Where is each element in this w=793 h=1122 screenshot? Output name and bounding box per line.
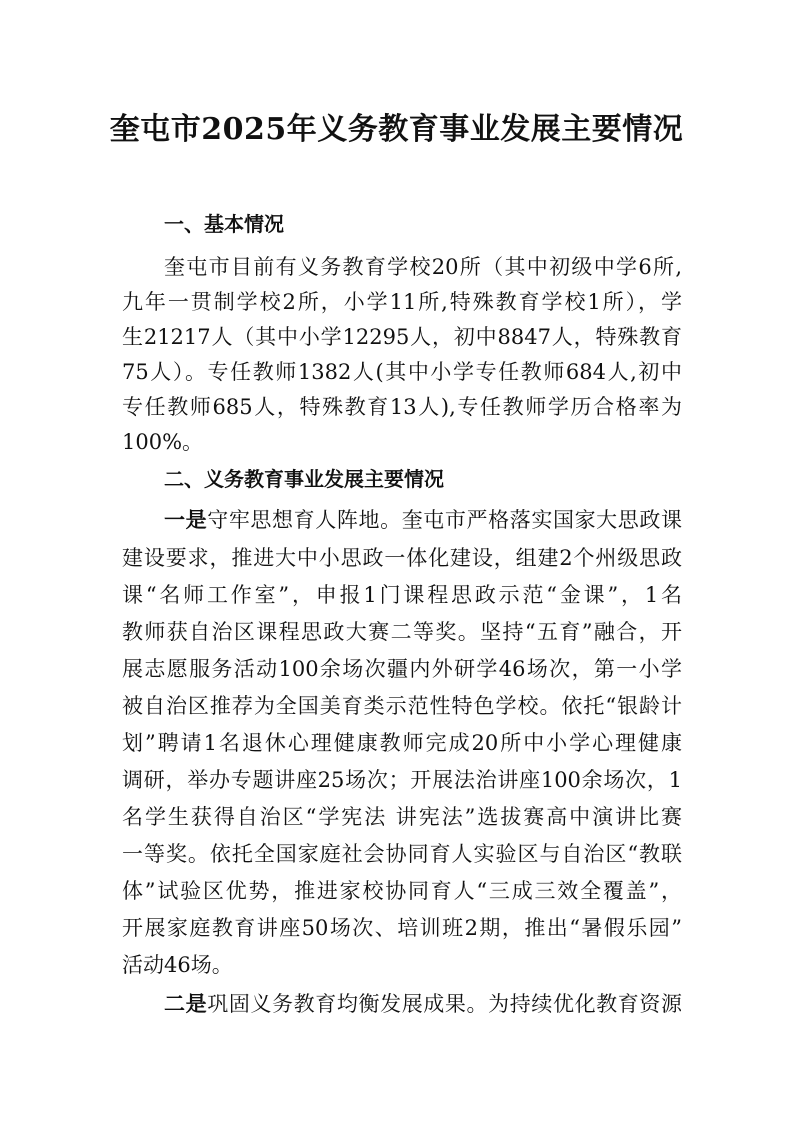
para1-lead: 一是 xyxy=(164,508,208,532)
section1-line: 75人）。专任教师1382人(其中小学专任教师684人,初中 xyxy=(122,360,682,384)
section2-para1-line: 课“名师工作室”，申报1门课程思政示范“金课”，1名 xyxy=(122,583,682,607)
section2-para1-first-line xyxy=(164,506,682,534)
section1-line: 专任教师685人，特殊教育13人),专任教师学历合格率为 xyxy=(122,395,682,419)
section2-para1-line: 活动46场。 xyxy=(122,953,233,977)
section2-heading: 二、义务教育事业发展主要情况 xyxy=(164,467,444,491)
section1-line: 生21217人（其中小学12295人，初中8847人，特殊教育 xyxy=(122,325,682,349)
para1-first-line-rest: 守牢思想育人阵地。奎屯市严格落实国家大思政课 xyxy=(207,508,682,532)
section2-para1-line: 被自治区推荐为全国美育类示范性特色学校。依托“银龄计 xyxy=(122,694,682,718)
section2-para1-line: 调研，举办专题讲座25场次；开展法治讲座100余场次，1 xyxy=(122,768,682,792)
section1-heading: 一、基本情况 xyxy=(164,212,284,236)
section2-para1-line: 教师获自治区课程思政大赛二等奖。坚持“五育”融合，开 xyxy=(122,620,682,644)
section2-para1-line: 名学生获得自治区“学宪法 讲宪法”选拔赛高中演讲比赛 xyxy=(122,805,682,829)
section2-para1-line: 体”试验区优势，推进家校协同育人“三成三效全覆盖”， xyxy=(122,879,682,903)
section1-line: 九年一贯制学校2所，小学11所,特殊教育学校1所），学 xyxy=(122,290,682,314)
section2-para1-line: 一等奖。依托全国家庭社会协同育人实验区与自治区“教联 xyxy=(122,842,682,866)
para2-first-line-rest: 巩固义务教育均衡发展成果。为持续优化教育资源 xyxy=(207,992,682,1016)
section2-para1-line: 展志愿服务活动100余场次疆内外研学46场次，第一小学 xyxy=(122,657,682,681)
section2-para1-line: 划”聘请1名退休心理健康教师完成20所中小学心理健康 xyxy=(122,731,682,755)
section2-para1-line: 开展家庭教育讲座50场次、培训班2期，推出“暑假乐园” xyxy=(122,916,682,940)
section1-line: 奎屯市目前有义务教育学校20所（其中初级中学6所, xyxy=(164,255,682,279)
section2-para2-first-line xyxy=(164,990,682,1018)
para2-lead: 二是 xyxy=(164,992,208,1016)
section2-para1-line: 建设要求，推进大中小思政一体化建设，组建2个州级思政 xyxy=(122,546,682,570)
section1-line: 100%。 xyxy=(122,430,204,454)
document-title: 奎屯市2025年义务教育事业发展主要情况 xyxy=(109,112,684,147)
